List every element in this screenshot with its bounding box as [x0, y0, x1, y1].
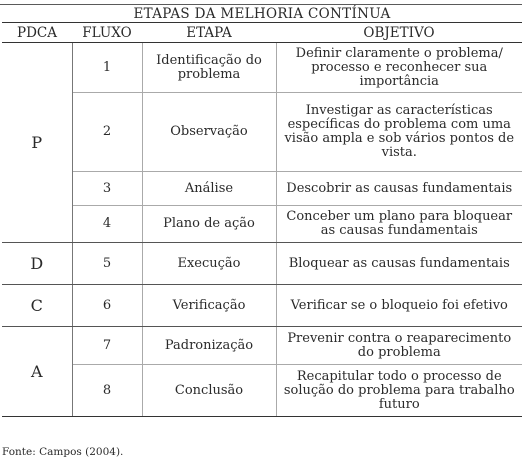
table-title: ETAPAS DA MELHORIA CONTÍNUA	[2, 5, 522, 23]
header-fluxo: FLUXO	[72, 23, 142, 43]
phase-c: C	[2, 285, 72, 327]
etapa-cell: Identificação do problema	[142, 43, 276, 93]
fluxo-cell: 5	[72, 243, 142, 285]
source-note: Fonte: Campos (2004).	[2, 446, 124, 458]
table-row	[2, 172, 522, 206]
objetivo-cell: Verificar se o bloqueio foi efetivo	[276, 285, 522, 327]
objetivo-cell: Prevenir contra o reaparecimento do problema	[276, 327, 522, 365]
objetivo-cell: Conceber um plano para bloquear as causas fundamentais	[276, 206, 522, 243]
etapa-cell: Observação	[142, 93, 276, 172]
objetivo-cell: Descobrir as causas fundamentais	[276, 172, 522, 206]
table-title-row	[2, 5, 522, 23]
table-row	[2, 327, 522, 365]
table-row	[2, 43, 522, 93]
header-objetivo: OBJETIVO	[276, 23, 522, 43]
fluxo-cell: 7	[72, 327, 142, 365]
phase-p: P	[2, 43, 72, 243]
etapa-cell: Análise	[142, 172, 276, 206]
objetivo-cell: Definir claramente o problema/ processo e reconhecer sua importância	[276, 43, 522, 93]
etapa-cell: Conclusão	[142, 365, 276, 417]
fluxo-cell: 2	[72, 93, 142, 172]
etapa-cell: Padronização	[142, 327, 276, 365]
table-row	[2, 365, 522, 417]
fluxo-cell: 4	[72, 206, 142, 243]
etapa-cell: Plano de ação	[142, 206, 276, 243]
header-etapa: ETAPA	[142, 23, 276, 43]
fluxo-cell: 8	[72, 365, 142, 417]
pdca-table	[2, 5, 522, 417]
etapa-cell: Verificação	[142, 285, 276, 327]
etapa-cell: Execução	[142, 243, 276, 285]
table-row	[2, 285, 522, 327]
phase-d: D	[2, 243, 72, 285]
fluxo-cell: 6	[72, 285, 142, 327]
objetivo-cell: Recapitular todo o processo de solução do problema para trabalho futuro	[276, 365, 522, 417]
table-row	[2, 243, 522, 285]
table-row	[2, 93, 522, 172]
phase-a: A	[2, 327, 72, 417]
fluxo-cell: 1	[72, 43, 142, 93]
fluxo-cell: 3	[72, 172, 142, 206]
objetivo-cell: Bloquear as causas fundamentais	[276, 243, 522, 285]
table-header-row	[2, 23, 522, 43]
objetivo-cell: Investigar as características específicas do problema com uma visão ampla e sob vários pontos de vista.	[276, 93, 522, 172]
table-row	[2, 206, 522, 243]
header-pdca: PDCA	[2, 23, 72, 43]
